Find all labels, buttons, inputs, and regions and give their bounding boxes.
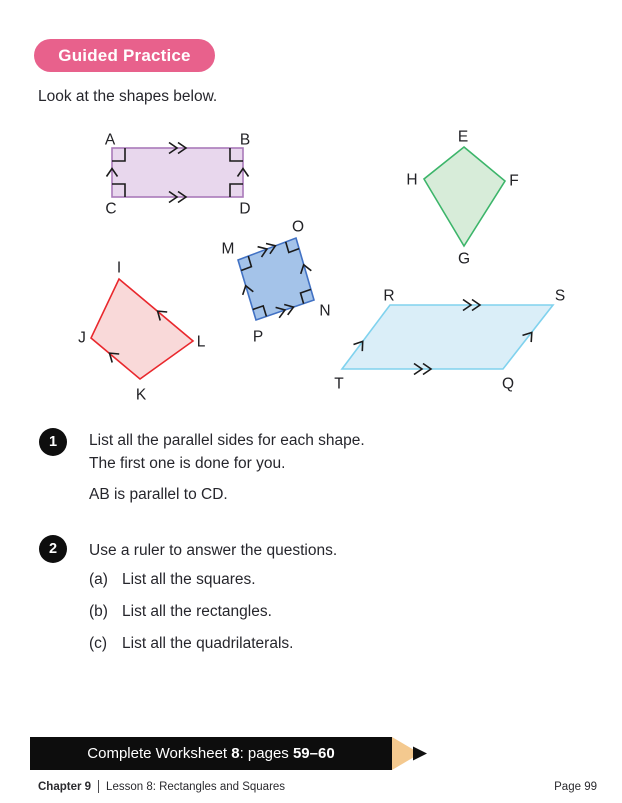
vertex-label-m: M bbox=[221, 240, 235, 258]
vertex-label-d: D bbox=[239, 200, 251, 218]
question-1-line1: List all the parallel sides for each shape. bbox=[89, 432, 365, 449]
banner-worksheet-number: 8 bbox=[231, 745, 240, 762]
vertex-label-a: A bbox=[104, 131, 116, 149]
vertex-label-o: O bbox=[291, 218, 305, 236]
question-2-part-a bbox=[89, 571, 256, 589]
shape-parallelogram-rstq bbox=[342, 305, 553, 369]
question-1-line2: The first one is done for you. bbox=[89, 454, 286, 472]
vertex-label-k: K bbox=[135, 386, 147, 404]
intro-text: Look at the shapes below. bbox=[38, 88, 218, 105]
question-1-number-badge bbox=[39, 428, 67, 456]
question-1-example: AB is parallel to CD. bbox=[89, 486, 228, 503]
vertex-label-c: C bbox=[105, 200, 117, 218]
footer-divider bbox=[98, 780, 99, 793]
vertex-label-h: H bbox=[406, 171, 418, 189]
vertex-label-l: L bbox=[196, 333, 206, 351]
shape-rectangle-abcd bbox=[112, 148, 243, 197]
vertex-label-i: I bbox=[116, 259, 122, 277]
question-2-number-badge bbox=[39, 535, 67, 563]
vertex-label-e: E bbox=[457, 128, 469, 146]
shapes-canvas bbox=[0, 110, 622, 410]
vertex-label-p: P bbox=[252, 328, 264, 346]
part-a-text: List all the squares. bbox=[122, 571, 256, 588]
vertex-label-n: N bbox=[319, 302, 331, 320]
question-2-part-b bbox=[89, 603, 272, 621]
vertex-label-r: R bbox=[383, 287, 395, 305]
worksheet-banner bbox=[30, 737, 392, 770]
vertex-label-s: S bbox=[554, 287, 566, 305]
part-c-label: (c) bbox=[89, 635, 108, 652]
question-2-prompt: Use a ruler to answer the questions. bbox=[89, 542, 338, 559]
vertex-label-t: T bbox=[334, 375, 344, 393]
banner-text bbox=[87, 745, 334, 762]
part-a-label: (a) bbox=[89, 571, 108, 588]
vertex-label-g: G bbox=[457, 250, 471, 268]
shape-kite-efgh bbox=[424, 147, 505, 246]
part-c-text: List all the quadrilaterals. bbox=[122, 635, 294, 652]
question-1-text bbox=[89, 430, 365, 475]
banner-text-regular-1: Complete Worksheet bbox=[87, 745, 232, 762]
pencil-tip-icon bbox=[392, 737, 432, 770]
question-1-number: 1 bbox=[48, 434, 58, 450]
footer-left bbox=[38, 780, 285, 793]
vertex-label-j: J bbox=[78, 329, 86, 347]
part-b-text: List all the rectangles. bbox=[122, 603, 272, 620]
footer-lesson: Lesson 8: Rectangles and Squares bbox=[106, 780, 286, 793]
vertex-label-q: Q bbox=[501, 375, 515, 393]
banner-text-regular-2: : pages bbox=[239, 745, 293, 762]
page-footer bbox=[38, 780, 597, 793]
banner-page-range: 59–60 bbox=[292, 745, 335, 762]
vertex-label-b: B bbox=[239, 131, 251, 149]
footer-page-number: Page 99 bbox=[554, 780, 597, 793]
badge-label: Guided Practice bbox=[58, 45, 191, 65]
guided-practice-badge bbox=[34, 39, 215, 72]
shape-quadrilateral-ijkl bbox=[91, 279, 193, 379]
question-2-part-c bbox=[89, 635, 293, 653]
footer-chapter: Chapter 9 bbox=[38, 780, 92, 793]
question-2-number: 2 bbox=[48, 541, 58, 557]
vertex-label-f: F bbox=[509, 172, 519, 190]
part-b-label: (b) bbox=[89, 603, 108, 620]
